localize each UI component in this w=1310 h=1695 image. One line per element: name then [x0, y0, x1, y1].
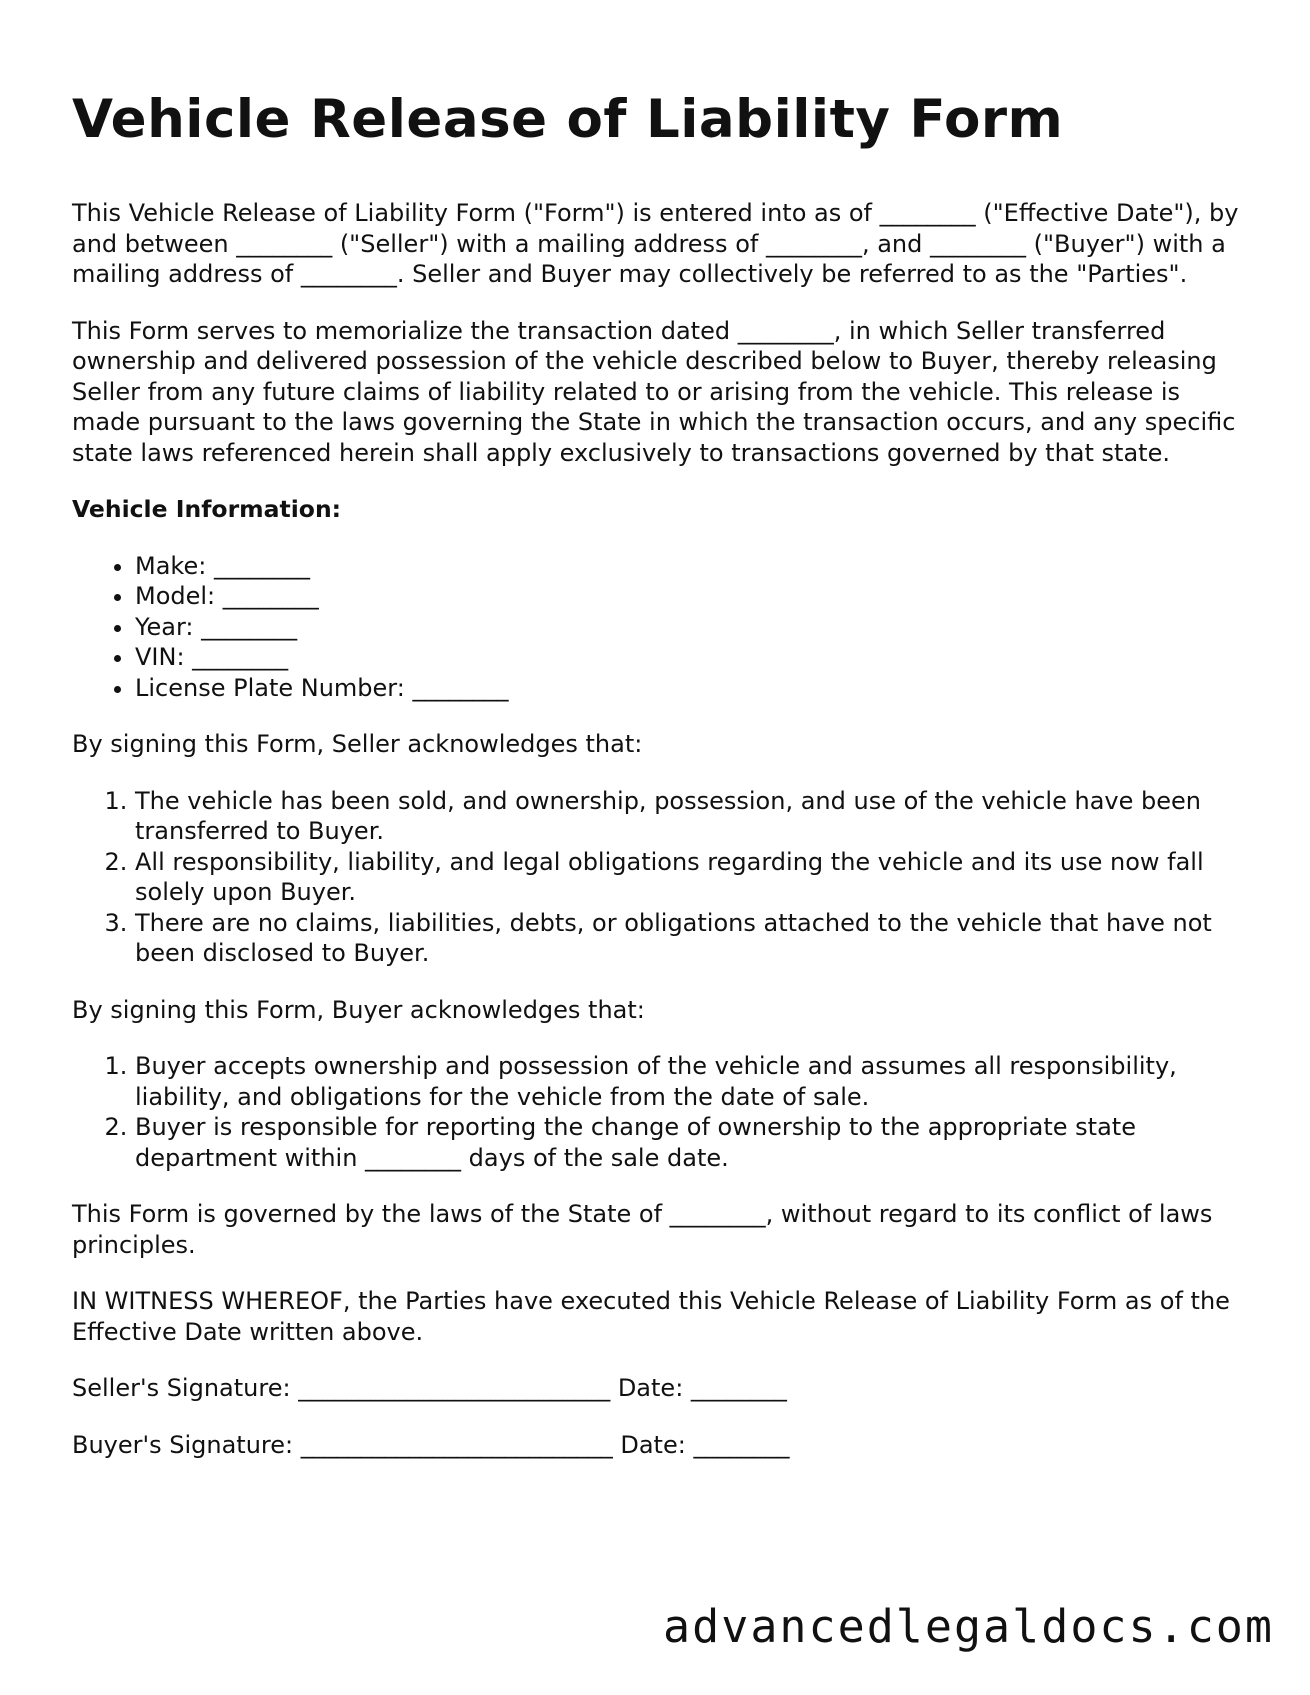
list-item: 2. Buyer is responsible for reporting the change of ownership to the appropriate state department within ________ days of the sale date. — [135, 1112, 1242, 1173]
vehicle-info-list — [72, 551, 1242, 704]
list-item: 2. All responsibility, liability, and legal obligations regarding the vehicle and its use now fall solely upon Buyer. — [135, 847, 1242, 908]
seller-signature-line: Seller's Signature: __________________________ Date: ________ — [72, 1374, 787, 1402]
list-item: • License Plate Number: ________ — [135, 673, 1242, 704]
list-item: 1. Buyer accepts ownership and possession of the vehicle and assumes all responsibility, liability, and obligations for the vehicle from the date of sale. — [135, 1051, 1242, 1112]
list-item: • VIN: ________ — [135, 642, 1242, 673]
witness-paragraph: IN WITNESS WHEREOF, the Parties have executed this Vehicle Release of Liability Form as of the Effective Date written above. — [72, 1287, 1230, 1346]
document-title: Vehicle Release of Liability Form — [72, 89, 1064, 150]
governing-law-paragraph: This Form is governed by the laws of the State of ________, without regard to its conflict of laws principles. — [72, 1200, 1213, 1259]
list-item: • Year: ________ — [135, 612, 1242, 643]
intro-paragraph: This Vehicle Release of Liability Form ("Form") is entered into as of ________ ("Effective Date"), by and between ________ ("Seller") with a mailing address of ________, and ________ ("Buyer") with a mailing address of ________. Seller and Buyer may collectively be referred to as the "Parties". — [72, 199, 1239, 288]
document-page — [72, 88, 1242, 1486]
buyer-ack-intro: By signing this Form, Buyer acknowledges that: — [72, 995, 645, 1024]
seller-ack-intro: By signing this Form, Seller acknowledges that: — [72, 730, 643, 758]
buyer-signature-line: Buyer's Signature: __________________________ Date: ________ — [72, 1430, 790, 1459]
footer-watermark: advancedlegaldocs.com — [663, 1600, 1274, 1653]
list-item: • Make: ________ — [135, 551, 1242, 582]
list-item: 3. There are no claims, liabilities, debts, or obligations attached to the vehicle that have not been disclosed to Buyer. — [135, 908, 1242, 969]
list-item: 1. The vehicle has been sold, and ownership, possession, and use of the vehicle have been transferred to Buyer. — [135, 786, 1242, 847]
list-item: • Model: ________ — [135, 581, 1242, 612]
vehicle-info-heading: Vehicle Information: — [72, 495, 342, 523]
purpose-paragraph: This Form serves to memorialize the transaction dated ________, in which Seller transferred ownership and delivered possession of the vehicle described below to Buyer, thereby releasing Seller from any future claims of liability related to or arising from the vehicle. This release is made pursuant to the laws governing the State in which the transaction occurs, and any specific state laws referenced herein shall apply exclusively to transactions governed by that state. — [72, 316, 1236, 467]
seller-ack-list — [72, 786, 1242, 969]
buyer-ack-list — [72, 1051, 1242, 1173]
